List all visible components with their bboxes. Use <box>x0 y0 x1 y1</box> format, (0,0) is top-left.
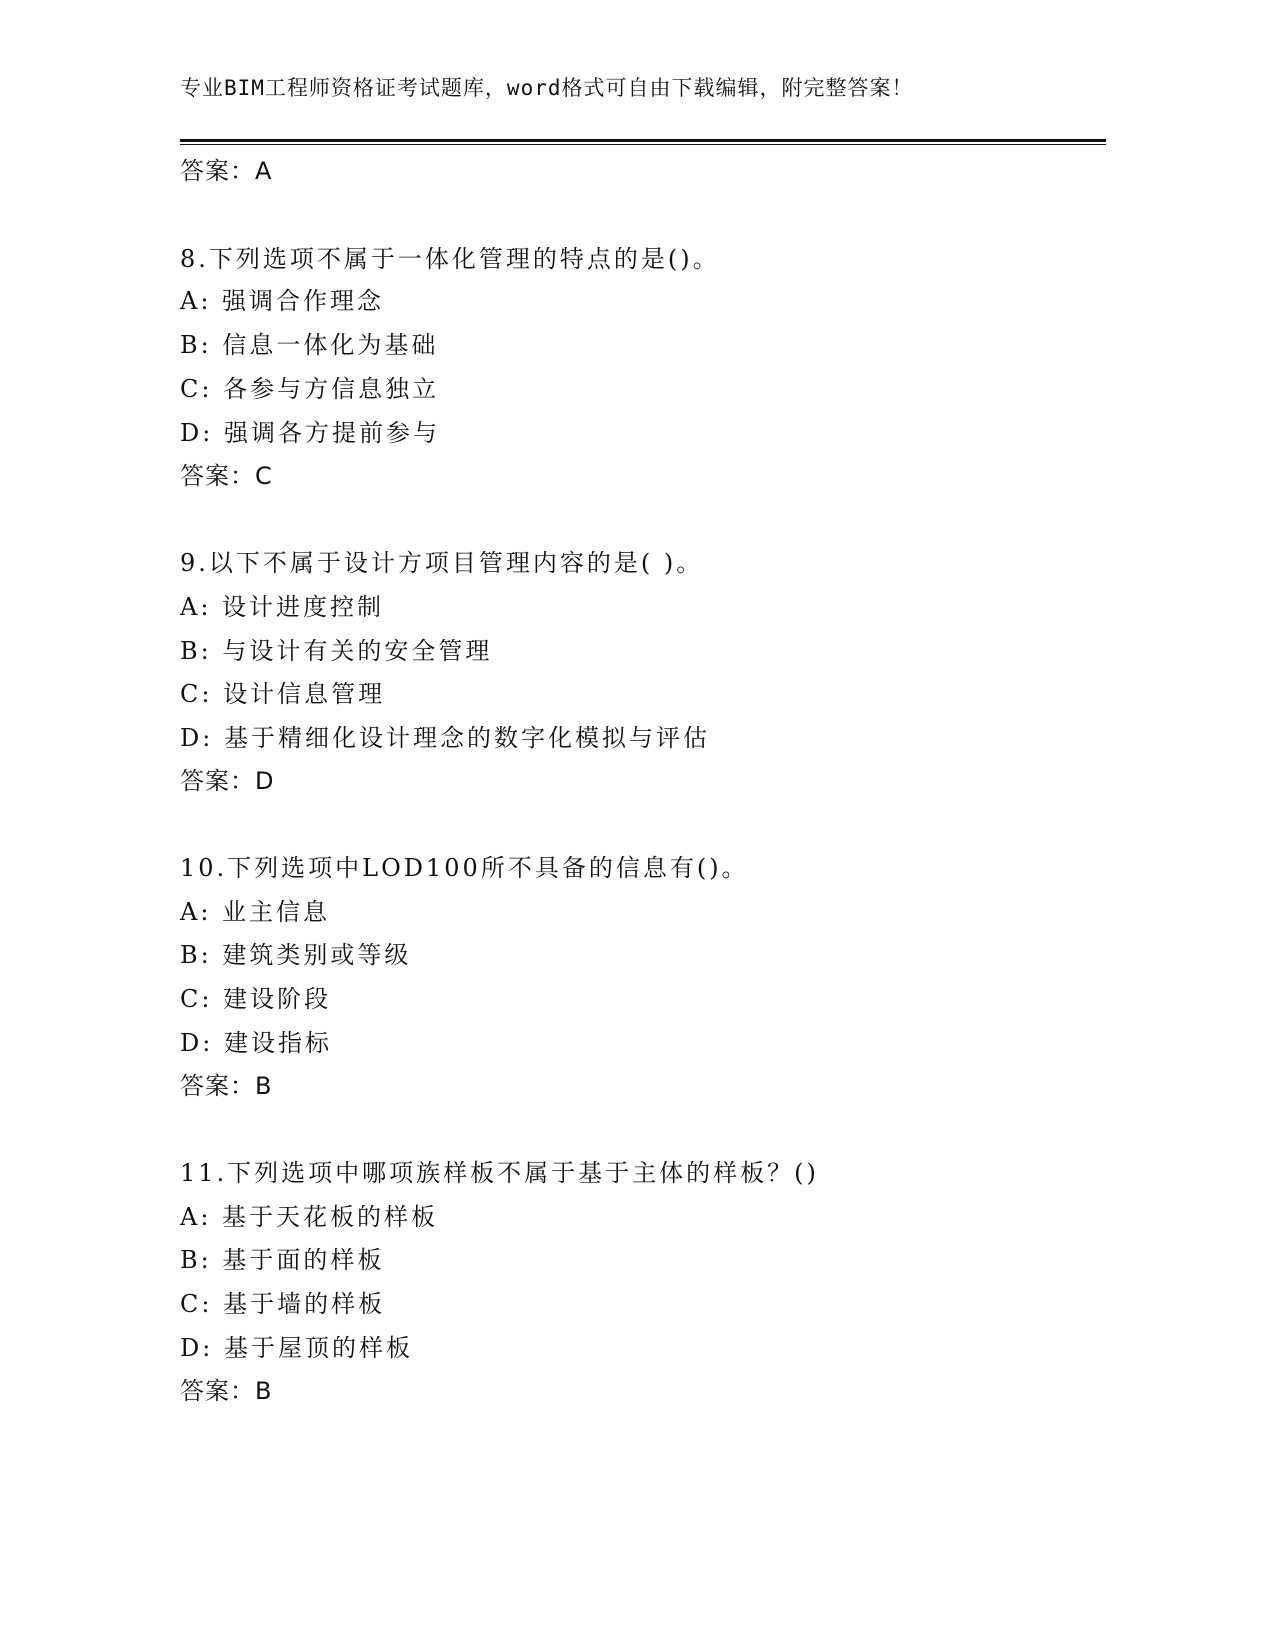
option-b: B: 基于面的样板 <box>180 1246 385 1274</box>
question-stem: 9.以下不属于设计方项目管理内容的是( )。 <box>180 549 704 577</box>
option-c: C: 设计信息管理 <box>180 680 386 708</box>
previous-answer: 答案：A <box>180 157 273 185</box>
question-stem: 10.下列选项中LOD100所不具备的信息有()。 <box>180 854 749 882</box>
option-a: A: 基于天花板的样板 <box>180 1203 439 1231</box>
option-c: C: 各参与方信息独立 <box>180 375 440 403</box>
option-b: B: 与设计有关的安全管理 <box>180 637 493 665</box>
option-a: A: 设计进度控制 <box>180 593 385 621</box>
option-d: D: 建设指标 <box>180 1029 332 1057</box>
option-b: B: 信息一体化为基础 <box>180 331 439 359</box>
option-a: A: 强调合作理念 <box>180 287 385 315</box>
header-divider <box>180 139 1106 145</box>
question-stem: 8.下列选项不属于一体化管理的特点的是()。 <box>180 245 720 273</box>
option-c: C: 建设阶段 <box>180 985 332 1013</box>
answer: 答案：B <box>180 1072 273 1100</box>
answer: 答案：B <box>180 1377 273 1405</box>
option-a: A: 业主信息 <box>180 898 331 926</box>
option-d: D: 基于精细化设计理念的数字化模拟与评估 <box>180 724 710 752</box>
page-header: 专业BIM工程师资格证考试题库，word格式可自由下载编辑，附完整答案！ <box>180 76 914 100</box>
answer: 答案：C <box>180 462 273 490</box>
option-c: C: 基于墙的样板 <box>180 1290 386 1318</box>
option-d: D: 基于屋顶的样板 <box>180 1334 413 1362</box>
answer: 答案：D <box>180 767 275 795</box>
option-d: D: 强调各方提前参与 <box>180 419 440 447</box>
question-stem: 11.下列选项中哪项族样板不属于基于主体的样板？() <box>180 1159 819 1187</box>
option-b: B: 建筑类别或等级 <box>180 941 412 969</box>
